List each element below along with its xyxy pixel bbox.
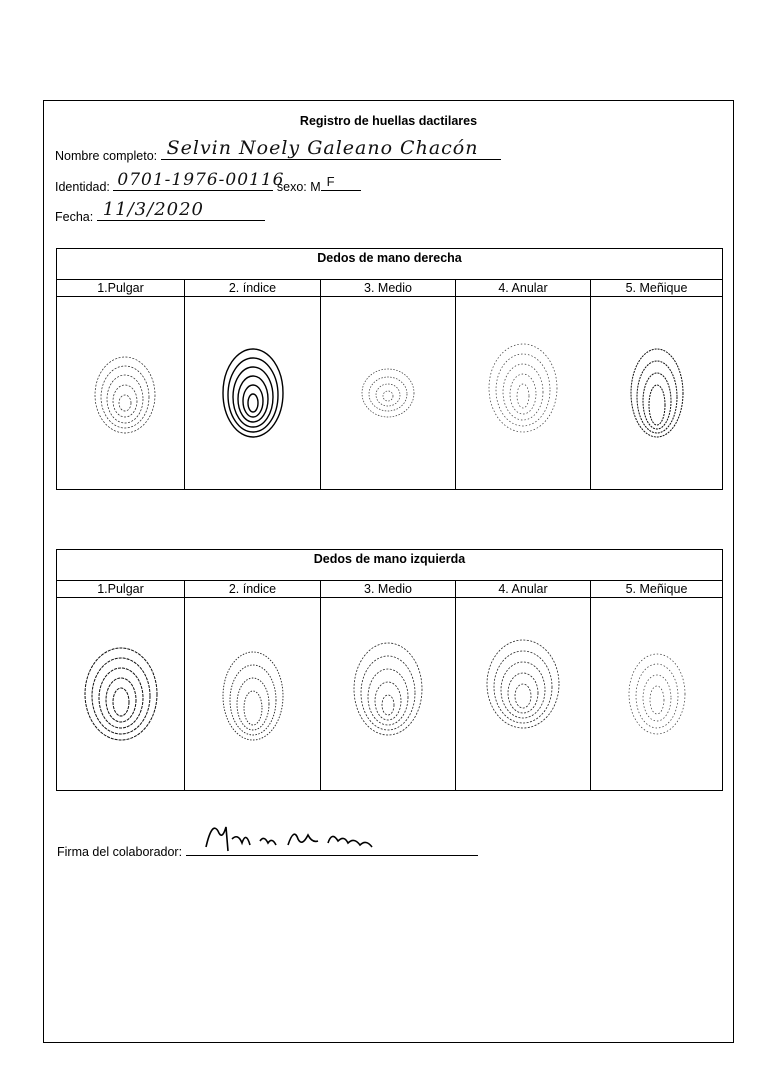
- right-finger-label: 1.Pulgar: [57, 280, 185, 297]
- date-label: Fecha:: [55, 210, 94, 224]
- left-finger-label: 4. Anular: [456, 581, 591, 598]
- date-value: 11/3/2020: [102, 199, 204, 220]
- fingerprint-form: [43, 100, 734, 1043]
- left-finger-label: 2. índice: [185, 581, 321, 598]
- id-value: 0701-1976-00116: [117, 170, 285, 190]
- right-finger-label: 2. índice: [185, 280, 321, 297]
- left-hand-title: Dedos de mano izquierda: [57, 550, 722, 581]
- id-label: Identidad:: [55, 180, 110, 194]
- left-finger-label: 3. Medio: [321, 581, 456, 598]
- date-field: [55, 199, 265, 224]
- name-label: Nombre completo:: [55, 149, 158, 163]
- left-hand-labels: [57, 581, 722, 598]
- sex-label: sexo: M: [276, 180, 321, 194]
- right-hand-title: Dedos de mano derecha: [57, 249, 722, 280]
- right-ring-print: [456, 297, 591, 489]
- right-finger-label: 5. Meñique: [591, 280, 722, 297]
- left-middle-print: [321, 598, 456, 790]
- date-line: [97, 199, 265, 221]
- left-ring-print: [456, 598, 591, 790]
- id-line: [113, 170, 285, 191]
- signature-image: [198, 817, 398, 857]
- right-hand-table: [56, 248, 723, 490]
- signature-field: [57, 835, 478, 859]
- name-line: [161, 137, 501, 160]
- right-little-print: [591, 297, 722, 489]
- right-finger-label: 4. Anular: [456, 280, 591, 297]
- name-value: Selvin Noely Galeano Chacón: [166, 137, 479, 159]
- right-finger-label: 3. Medio: [321, 280, 456, 297]
- left-thumb-print: [57, 598, 185, 790]
- left-hand-table: [56, 549, 723, 791]
- left-finger-label: 5. Meñique: [591, 581, 722, 598]
- right-hand-labels: [57, 280, 722, 297]
- left-finger-label: 1.Pulgar: [57, 581, 185, 598]
- left-little-print: [591, 598, 722, 790]
- signature-line: [186, 835, 478, 856]
- right-middle-print: [321, 297, 456, 489]
- name-field: [55, 137, 501, 163]
- right-hand-prints: [57, 297, 722, 489]
- left-index-print: [185, 598, 321, 790]
- signature-label: Firma del colaborador:: [57, 845, 183, 859]
- right-index-print: [185, 297, 321, 489]
- left-hand-prints: [57, 598, 722, 790]
- id-field: [55, 170, 361, 194]
- form-title: Registro de huellas dactilares: [299, 114, 478, 128]
- sex-line: [321, 174, 361, 191]
- right-thumb-print: [57, 297, 185, 489]
- sex-value: F: [326, 174, 336, 189]
